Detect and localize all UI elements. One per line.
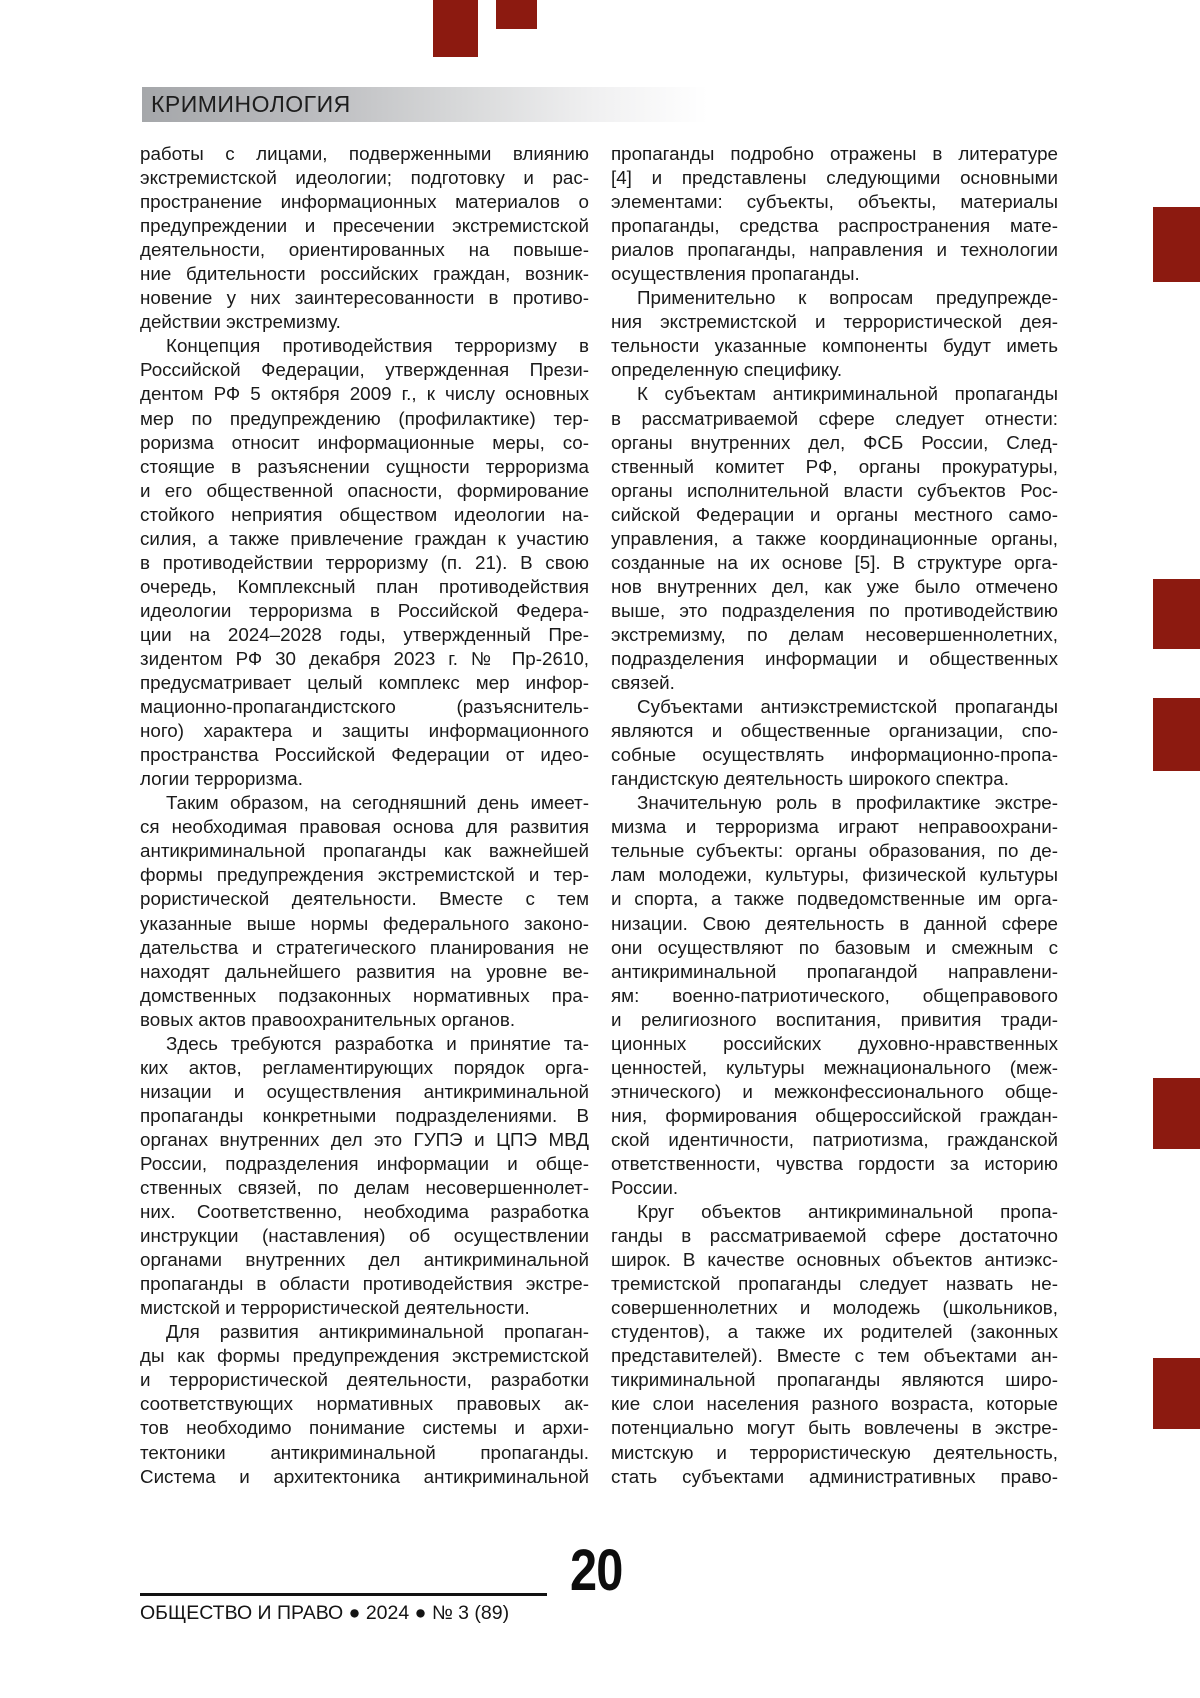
text-line: риалов пропаганды, направления и технологии (611, 239, 1058, 261)
text-line: ния, формирования общероссийской граждан- (611, 1104, 1058, 1126)
text-line: ды как формы предупреждения экстремистской (140, 1345, 589, 1367)
text-line: совершеннолетних и молодежь (школьников, (611, 1297, 1058, 1319)
text-line: инструкции (наставления) об осуществлении (140, 1225, 589, 1247)
text-line: низации. Свою деятельность в данной сфере (611, 912, 1058, 934)
journal-footer: ОБЩЕСТВО И ПРАВО ● 2024 ● № 3 (89) (140, 1602, 510, 1624)
text-line: мистской и террористической деятельности. (140, 1297, 530, 1319)
text-line: ния экстремистской и террористической дея- (611, 311, 1058, 333)
text-line: являются и общественные организации, спо- (611, 720, 1058, 742)
text-line: деятельности, ориентированных на повыше- (140, 239, 589, 261)
paragraph (611, 1200, 1058, 1489)
text-line: широк. В качестве основных объектов антиэкс- (611, 1249, 1058, 1271)
section-header-label: КРИМИНОЛОГИЯ (151, 91, 351, 117)
text-line: идеологии терроризма в Российской Федера- (140, 599, 589, 621)
text-line: этнического) и межконфессионального обще- (611, 1080, 1058, 1102)
text-line: указанные выше нормы федерального законо- (140, 912, 589, 934)
text-line: ответственности, чувства гордости за историю (611, 1152, 1058, 1174)
text-line: нов внутренних дел, как уже было отмечено (611, 575, 1058, 597)
text-line: ценностей, культуры межнационального (меж- (611, 1056, 1058, 1078)
text-line: сийской Федерации и органы местного само- (611, 503, 1058, 525)
text-line: Применительно к вопросам предупрежде- (637, 287, 1058, 309)
text-line: низации и осуществления антикриминальной (140, 1080, 589, 1102)
text-line: антикриминальной пропагандой направлени- (611, 960, 1058, 982)
text-line: созданные на их основе [5]. В структуре орга- (611, 551, 1058, 573)
paragraph (611, 286, 1058, 382)
paragraph (611, 791, 1058, 1200)
paragraph (140, 1032, 589, 1321)
text-line: Концепция противодействия терроризму в (166, 335, 589, 357)
text-line: предупреждении и пресечении экстремистской (140, 215, 589, 237)
text-line: в рассматриваемой сфере следует отнести: (611, 407, 1058, 429)
text-line: пространение информационных материалов о (140, 191, 589, 213)
text-line: пропаганды конкретными подразделениями. В (140, 1104, 589, 1126)
text-line: пропаганды в области противодействия экстре- (140, 1273, 589, 1295)
text-line: предусматривает целый комплекс мер инфор- (140, 672, 589, 694)
text-line: тикриминальной пропаганды являются широ- (611, 1369, 1058, 1391)
text-line: действии экстремизму. (140, 311, 341, 333)
left-text-column (140, 142, 589, 1489)
paragraph (140, 1320, 589, 1488)
text-line: соответствующих нормативных правовых ак- (140, 1393, 589, 1415)
text-line: управления, а также координационные органы, (611, 527, 1058, 549)
text-line: мационно-пропагандистского (разъяснитель- (140, 696, 589, 718)
text-line: собные осуществлять информационно-пропа- (611, 744, 1058, 766)
text-line: экстремизму, по делам несовершеннолетних, (611, 623, 1058, 645)
text-line: ние бдительности российских граждан, возник- (140, 263, 589, 285)
text-line: тельные субъекты: органы образования, по де- (611, 840, 1058, 862)
text-line: и религиозного воспитания, привития тради- (611, 1008, 1058, 1030)
text-line: выше, это подразделения по противодействию (611, 599, 1058, 621)
text-line: Система и архитектоника антикриминальной (140, 1465, 589, 1487)
text-line: ких актов, регламентирующих порядок орга- (140, 1056, 589, 1078)
text-line: Здесь требуются разработка и принятие та- (166, 1032, 589, 1054)
text-line: и его общественной опасности, формирование (140, 479, 589, 501)
text-line: находят дальнейшего развития на уровне ве- (140, 960, 589, 982)
text-line: потенциально могут быть вовлечены в экстре- (611, 1417, 1058, 1439)
text-line: мистскую и террористическую деятельность, (611, 1441, 1058, 1463)
text-line: ганды в рассматриваемой сфере достаточно (611, 1225, 1058, 1247)
edge-tab-right-3 (1153, 698, 1200, 771)
text-line: они осуществляют по базовым и смежным с (611, 936, 1058, 958)
text-line: зидентом РФ 30 декабря 2023 г. № Пр-2610, (140, 647, 589, 669)
text-line: домственных подзаконных нормативных пра- (140, 984, 589, 1006)
text-line: работы с лицами, подверженными влиянию (140, 143, 589, 164)
text-line: новение у них заинтересованности в противо- (140, 287, 589, 309)
text-line: Таким образом, на сегодняшний день имеет- (166, 792, 589, 814)
text-line: пространства Российской Федерации от идео- (140, 744, 589, 766)
text-line: тов необходимо понимание системы и архи- (140, 1417, 589, 1439)
text-line: России, подразделения информации и обще- (140, 1152, 589, 1174)
text-line: Субъектами антиэкстремистской пропаганды (637, 696, 1058, 718)
text-line: тектоники антикриминальной пропаганды. (140, 1441, 589, 1463)
text-line: антикриминальной пропаганды как важнейшей (140, 840, 589, 862)
text-line: Значительную роль в профилактике экстре- (637, 792, 1058, 814)
text-line: подразделения информации и общественных (611, 647, 1058, 669)
text-line: связей. (611, 672, 675, 694)
text-line: них. Соответственно, необходима разработка (140, 1201, 589, 1223)
text-line: тельности указанные компоненты будут иметь (611, 335, 1058, 357)
text-line: Российской Федерации, утвержденная Прези- (140, 359, 589, 381)
text-line: формы предупреждения экстремистской и тер- (140, 864, 589, 886)
footer-rule (140, 1593, 547, 1596)
text-line: стоящие в разъяснении сущности терроризма (140, 455, 589, 477)
text-line: органы внутренних дел, ФСБ России, След- (611, 431, 1058, 453)
text-line: студентов), а также их родителей (законных (611, 1321, 1058, 1343)
text-line: кие слои населения разного возраста, которые (611, 1393, 1058, 1415)
text-line: логии терроризма. (140, 768, 303, 790)
edge-tab-right-2 (1153, 579, 1200, 649)
edge-tab-top-1 (433, 0, 478, 57)
text-line: стойкого неприятия обществом идеологии на- (140, 503, 589, 525)
paragraph (140, 142, 589, 334)
text-line: органами внутренних дел антикриминальной (140, 1249, 589, 1271)
text-line: ции на 2024–2028 годы, утвержденный Пре- (140, 623, 589, 645)
text-line: роризма относит информационные меры, со- (140, 431, 589, 453)
text-line: ственный комитет РФ, органы прокуратуры, (611, 455, 1058, 477)
text-line: Для развития антикриминальной пропаган- (166, 1321, 589, 1343)
paragraph (140, 334, 589, 791)
text-line: дательства и стратегического планирования не (140, 936, 589, 958)
text-line: пропаганды подробно отражены в литературе (611, 143, 1058, 164)
text-line: гандистскую деятельность широкого спектра. (611, 768, 1009, 790)
text-line: очередь, Комплексный план противодействия (140, 575, 589, 597)
text-line: определенную специфику. (611, 359, 843, 381)
text-line: ного) характера и защиты информационного (140, 720, 589, 742)
text-line: К субъектам антикриминальной пропаганды (637, 383, 1058, 405)
page-number: 20 (570, 1538, 623, 1603)
text-line: органах внутренних дел это ГУПЭ и ЦПЭ МВД (140, 1128, 589, 1150)
text-line: стать субъектами административных право- (611, 1465, 1058, 1487)
text-line: элементами: субъекты, объекты, материалы (611, 191, 1058, 213)
text-line: и спорта, а также подведомственные им орга- (611, 888, 1058, 910)
text-line: вовых актов правоохранительных органов. (140, 1008, 516, 1030)
paragraph (140, 791, 589, 1031)
text-line: органы исполнительной власти субъектов Рос- (611, 479, 1058, 501)
text-line: ся необходимая правовая основа для развития (140, 816, 589, 838)
text-line: в противодействии терроризму (п. 21). В свою (140, 551, 589, 573)
edge-tab-right-4 (1153, 1078, 1200, 1149)
edge-tab-top-2 (496, 0, 537, 29)
right-text-column (611, 142, 1058, 1489)
text-line: [4] и представлены следующими основными (611, 167, 1058, 189)
text-line: мизма и терроризма играют неправоохрани- (611, 816, 1058, 838)
edge-tab-right-5 (1153, 1358, 1200, 1429)
section-header-bar (142, 87, 708, 122)
text-line: лам молодежи, культуры, физической культуры (611, 864, 1058, 886)
text-line: пропаганды, средства распространения мате- (611, 215, 1058, 237)
text-line: ской идентичности, патриотизма, гражданской (611, 1128, 1058, 1150)
text-line: России. (611, 1177, 679, 1199)
text-line: осуществления пропаганды. (611, 263, 860, 285)
text-line: ционных российских духовно-нравственных (611, 1032, 1058, 1054)
edge-tab-right-1 (1153, 207, 1200, 282)
text-line: тремистской пропаганды следует назвать не- (611, 1273, 1058, 1295)
paragraph (611, 382, 1058, 695)
text-line: дентом РФ 5 октября 2009 г., к числу основных (140, 383, 589, 405)
text-line: рористической деятельности. Вместе с тем (140, 888, 589, 910)
paragraph (611, 695, 1058, 791)
text-line: представителей). Вместе с тем объектами ан- (611, 1345, 1058, 1367)
text-line: и террористической деятельности, разработки (140, 1369, 589, 1391)
text-line: Круг объектов антикриминальной пропа- (637, 1201, 1058, 1223)
text-line: ственных связей, по делам несовершеннолет- (140, 1177, 589, 1199)
text-line: мер по предупреждению (профилактике) тер- (140, 407, 589, 429)
text-line: силия, а также привлечение граждан к участию (140, 527, 589, 549)
text-line: ям: военно-патриотического, общеправового (611, 984, 1058, 1006)
text-line: экстремистской идеологии; подготовку и рас- (140, 167, 589, 189)
paragraph (611, 142, 1058, 286)
